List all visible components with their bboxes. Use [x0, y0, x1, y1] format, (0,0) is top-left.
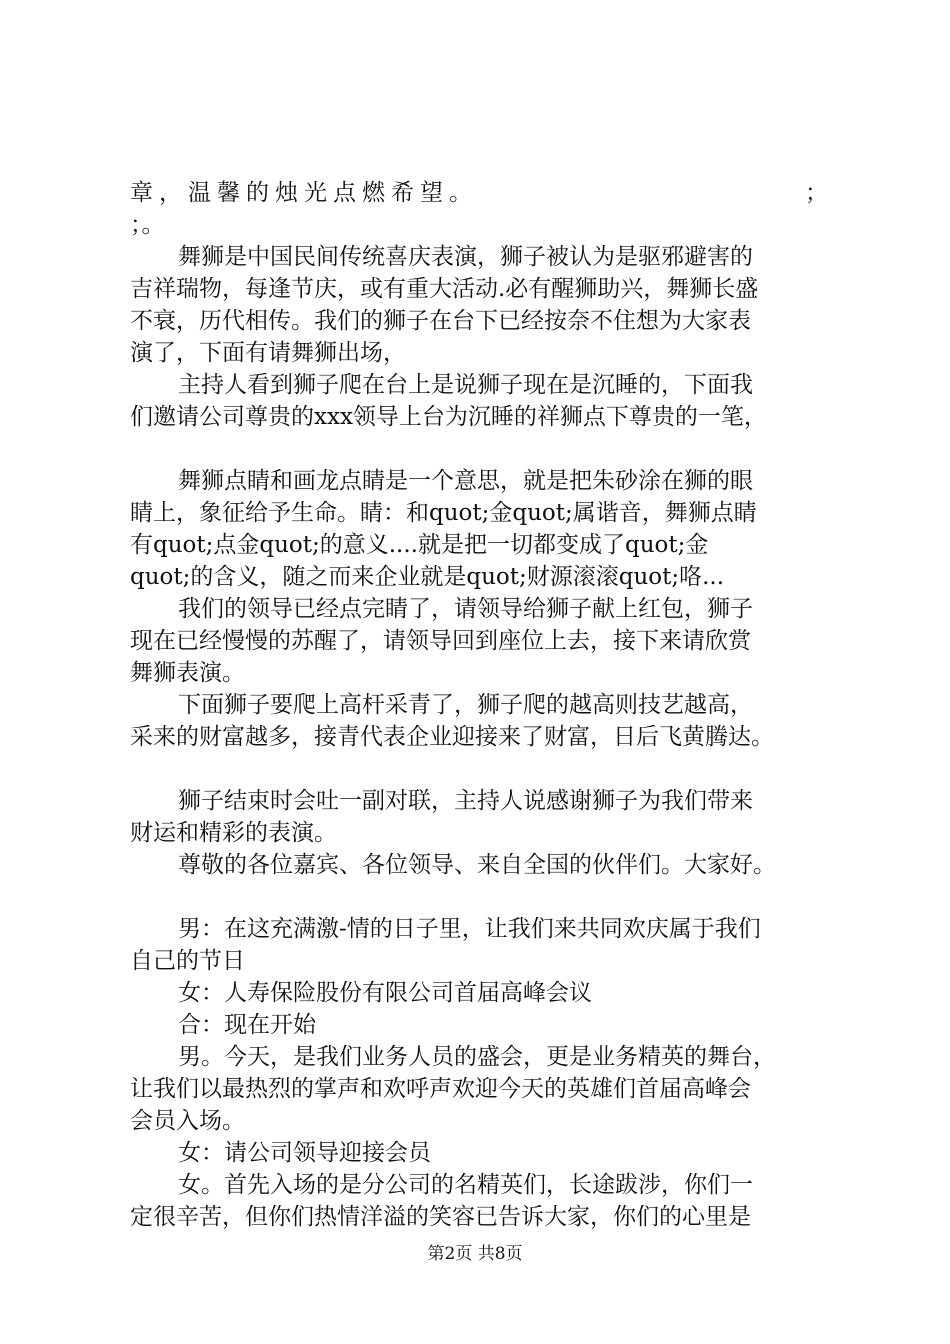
- paragraph-start: 女：请公司领导迎接会员: [178, 1140, 431, 1166]
- paragraph-start: 舞狮是中国民间传统喜庆表演，狮子被认为是驱邪避害的: [178, 244, 753, 270]
- text-line-right: ；: [805, 180, 828, 206]
- paragraph-start: 女：人寿保险股份有限公司首届高峰会议: [178, 980, 592, 1006]
- paragraph-start: 下面狮子要爬上高杆采青了，狮子爬的越高则技艺越高，: [178, 692, 753, 718]
- paragraph-start: 我们的领导已经点完睛了，请领导给狮子献上红包，狮子: [178, 596, 753, 622]
- text-line: 自己的节日: [130, 948, 245, 974]
- text-line: 舞狮表演。: [130, 660, 245, 686]
- text-line-left: 章，温馨的烛光点燃希望。: [130, 180, 478, 206]
- text-line: 睛上，象征给予生命。睛：和quot;金quot;属谐音，舞狮点睛: [130, 500, 757, 526]
- text-line: 财运和精彩的表演。: [130, 820, 337, 846]
- blank-line: [130, 881, 830, 913]
- text-line: 让我们以最热烈的掌声和欢呼声欢迎今天的英雄们首届高峰会: [130, 1076, 751, 1102]
- document-body: [130, 177, 830, 1233]
- paragraph-start: 男。今天，是我们业务人员的盛会，更是业务精英的舞台，: [178, 1044, 776, 1070]
- text-line: quot;的含义，随之而来企业就是quot;财源滚滚quot;咯...: [130, 564, 725, 590]
- paragraph-start: 合：现在开始: [178, 1012, 316, 1038]
- paragraph-start: 舞狮点睛和画龙点睛是一个意思，就是把朱砂涂在狮的眼: [178, 468, 753, 494]
- text-line: [130, 177, 830, 209]
- text-line: 采来的财富越多，接青代表企业迎接来了财富，日后飞黄腾达。: [130, 724, 774, 750]
- page-number-footer: 第2页 共8页: [427, 1244, 523, 1264]
- text-line: 吉祥瑞物，每逢节庆，或有重大活动.必有醒狮助兴，舞狮长盛: [130, 276, 759, 302]
- text-line: 会员入场。: [130, 1108, 245, 1134]
- text-line: 现在已经慢慢的苏醒了，请领导回到座位上去，接下来请欣赏: [130, 628, 751, 654]
- blank-line: [130, 753, 830, 785]
- text-line: 们邀请公司尊贵的xxx领导上台为沉睡的祥狮点下尊贵的一笔，: [130, 404, 767, 430]
- text-line: 不衰，历代相传。我们的狮子在台下已经按奈不住想为大家表: [130, 308, 751, 334]
- paragraph-start: 尊敬的各位嘉宾、各位领导、来自全国的伙伴们。大家好。: [178, 852, 776, 878]
- paragraph-start: 主持人看到狮子爬在台上是说狮子现在是沉睡的，下面我: [178, 372, 753, 398]
- text-line: 演了，下面有请舞狮出场，: [130, 340, 406, 366]
- paragraph-start: 男：在这充满激-情的日子里，让我们来共同欢庆属于我们: [178, 916, 761, 942]
- text-line: 定很辛苦，但你们热情洋溢的笑容已告诉大家，你们的心里是: [130, 1204, 751, 1230]
- text-line: 有quot;点金quot;的意义....就是把一切都变成了quot;金: [130, 532, 709, 558]
- paragraph-start: 女。首先入场的是分公司的名精英们，长途跋涉，你们一: [178, 1172, 753, 1198]
- paragraph-start: 狮子结束时会吐一副对联，主持人说感谢狮子为我们带来: [178, 788, 753, 814]
- text-line: ；。: [130, 212, 165, 238]
- blank-line: [130, 433, 830, 465]
